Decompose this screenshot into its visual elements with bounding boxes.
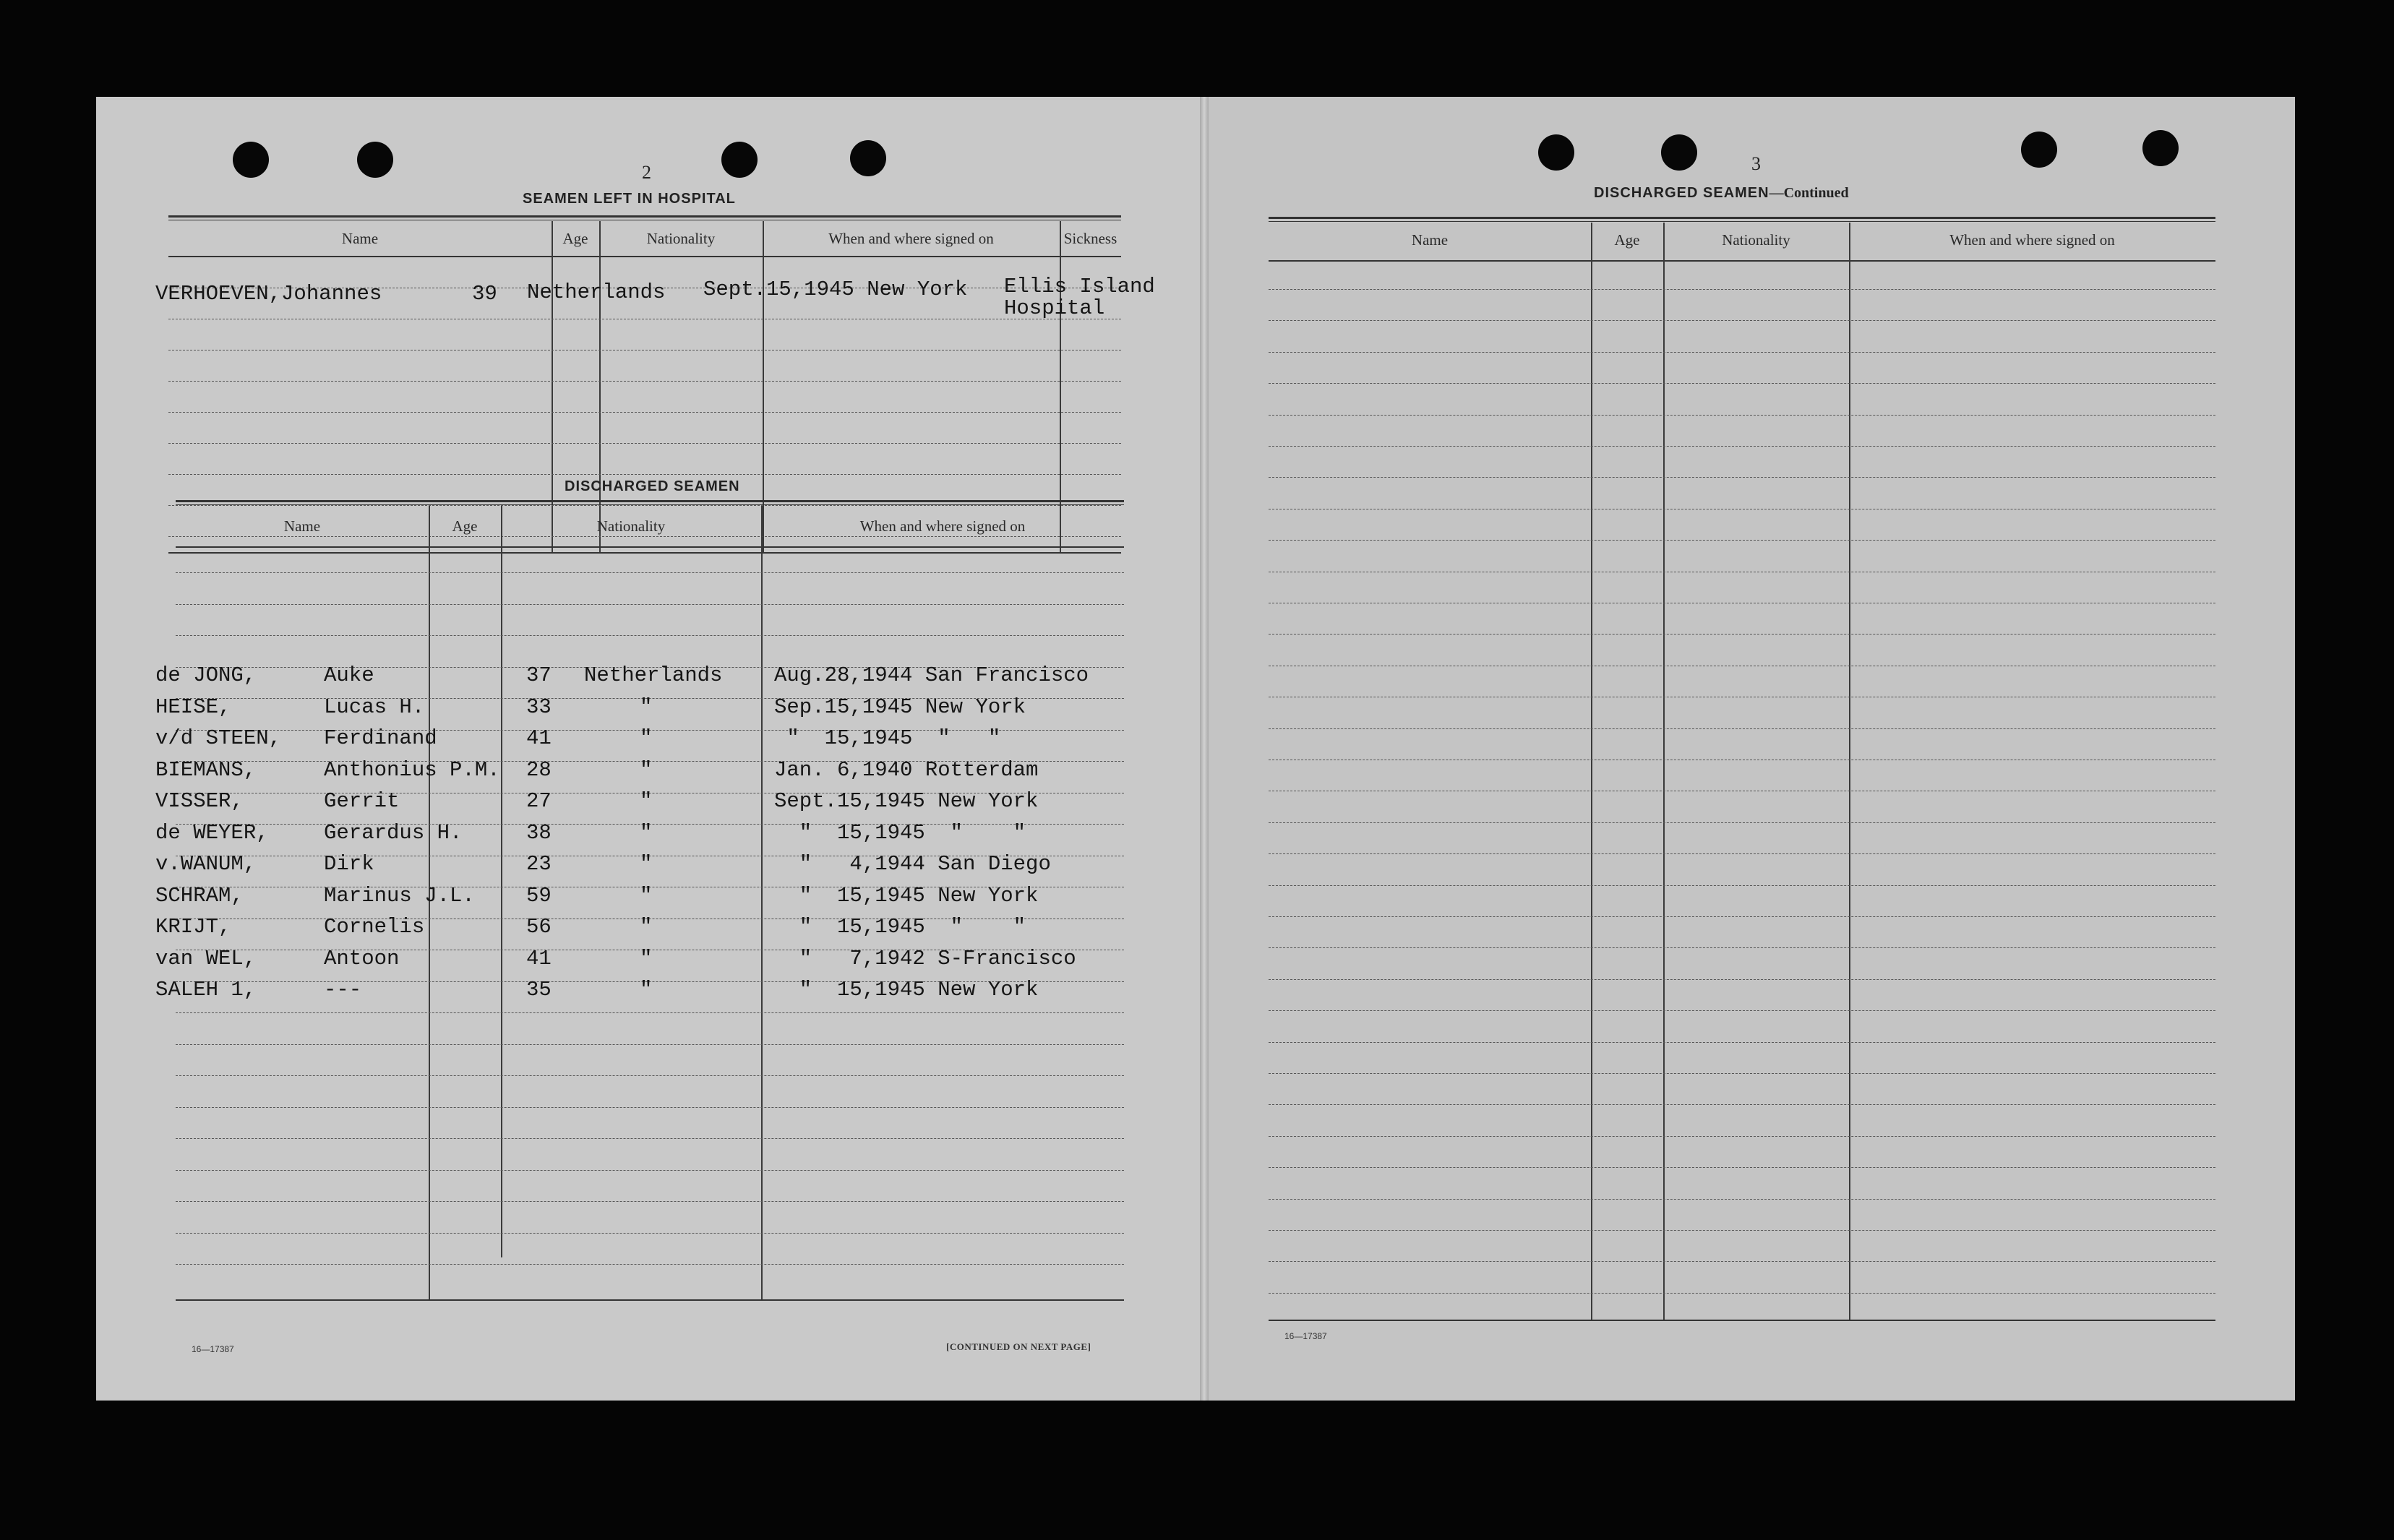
ruled-line [176,1075,1124,1076]
binder-hole [721,142,758,178]
continued-note: [CONTINUED ON NEXT PAGE] [946,1341,1091,1352]
col-header-nationality: Nationality [596,517,666,535]
col-header-signed-on: When and where signed on [1949,231,2115,249]
discharged-continued-table [1269,217,2215,1322]
ruled-line [1269,540,2215,541]
seaman-age: 28 [526,758,552,782]
seaman-signed-on: " 4,1944 San Diego [774,852,1051,876]
col-header-name: Name [341,230,379,247]
ruled-line [1269,885,2215,886]
ruled-line [176,1201,1124,1202]
seaman-signed-on: " 7,1942 S-Francisco [774,947,1076,971]
binder-hole [357,142,393,178]
seaman-age: 23 [526,852,552,876]
seaman-signed-on: Sep.15,1945 New York [774,695,1026,719]
seaman-signed-on: " 15,1945 " " [774,915,1026,939]
seaman-signed-on: Aug.28,1944 San Francisco [774,663,1089,687]
center-fold [1200,97,1209,1401]
seaman-given-name: Marinus J.L. [324,884,475,908]
seaman-surname: KRIJT, [155,915,231,939]
seaman-age: 27 [526,789,552,813]
ruled-line [1269,947,2215,948]
binder-hole [2021,132,2057,168]
col-header-nationality: Nationality [1722,231,1790,249]
seaman-age: 59 [526,884,552,908]
seaman-nationality: Netherlands [527,280,666,304]
ruled-line [168,474,1121,475]
seaman-nationality: " [640,789,653,813]
ruled-line [1269,289,2215,290]
seaman-sickness-line-1: Ellis Island [1004,275,1155,298]
hospital-section-title: SEAMEN LEFT IN HOSPITAL [523,191,736,207]
col-header-signed-on: When and where signed on [828,230,994,247]
page-number: 2 [642,162,651,183]
seaman-nationality: " [640,852,653,876]
ruled-line [1269,728,2215,729]
seaman-nationality: " [640,726,653,750]
ruled-line [1269,1230,2215,1231]
seaman-given-name: Lucas H. [324,695,425,719]
ruled-line [176,1233,1124,1234]
ruled-line [1269,1104,2215,1105]
ruled-line [176,635,1124,636]
ruled-line [176,1107,1124,1108]
ruled-line [1269,352,2215,353]
ruled-line [1269,1167,2215,1168]
ruled-line [176,1170,1124,1171]
seaman-signed-on: " 15,1945 New York [774,978,1039,1002]
ruled-line [1269,1073,2215,1074]
ruled-line [1269,1199,2215,1200]
seaman-surname: HEISE, [155,695,231,719]
seaman-given-name: Auke [324,663,374,687]
ruled-line [1269,383,2215,384]
ruled-line [1269,634,2215,635]
ruled-line [1269,446,2215,447]
seaman-surname: VISSER, [155,789,244,813]
binder-hole [850,140,886,176]
left-page [96,97,1204,1401]
page-number: 3 [1751,153,1761,174]
col-header-signed-on: When and where signed on [859,517,1026,535]
seaman-surname: BIEMANS, [155,758,257,782]
seaman-nationality: " [640,978,653,1002]
seaman-given-name: --- [324,978,362,1002]
title-main: DISCHARGED SEAMEN [1594,185,1769,201]
discharged-continued-title [1594,185,1849,202]
seaman-age: 33 [526,695,552,719]
seaman-given-name: Ferdinand [324,726,437,750]
col-header-name: Name [283,517,321,535]
seaman-given-name: Cornelis [324,915,425,939]
seaman-nationality: " [640,758,653,782]
ruled-line [176,1138,1124,1139]
seaman-age: 38 [526,821,552,845]
ruled-line [176,1044,1124,1045]
seaman-nationality: " [640,884,653,908]
seaman-given-name: Anthonius P.M. [324,758,500,782]
ruled-line [1269,477,2215,478]
binder-hole [1538,134,1574,171]
seaman-signed-on: " 15,1945 " " [774,726,1001,750]
ruled-line [168,412,1121,413]
binder-hole [2142,130,2179,166]
ruled-line [1269,1293,2215,1294]
seaman-surname: van WEL, [155,947,257,971]
seaman-surname: v/d STEEN, [155,726,282,750]
title-suffix: —Continued [1769,185,1849,201]
col-header-age: Age [1614,231,1640,249]
seaman-surname: de WEYER, [155,821,269,845]
binder-hole [233,142,269,178]
seaman-signed-on: " 15,1945 New York [774,884,1039,908]
right-page [1204,97,2295,1401]
col-header-name: Name [1411,231,1449,249]
ruled-line [176,1264,1124,1265]
ruled-line [168,381,1121,382]
seaman-surname: v.WANUM, [155,852,257,876]
seaman-signed-on: " 15,1945 " " [774,821,1026,845]
ruled-line [176,604,1124,605]
seaman-given-name: Dirk [324,852,374,876]
discharged-section-title: DISCHARGED SEAMEN [565,478,740,494]
ruled-line [1269,822,2215,823]
binder-hole [1661,134,1697,171]
ruled-line [176,572,1124,573]
ruled-line [168,443,1121,444]
seaman-given-name: Antoon [324,947,400,971]
ruled-line [1269,415,2215,416]
seaman-surname: SALEH 1, [155,978,257,1002]
seaman-sickness-line-2: Hospital [1004,296,1105,320]
ruled-line [1269,979,2215,980]
seaman-nationality: " [640,695,653,719]
seaman-nationality: Netherlands [584,663,723,687]
ruled-line [1269,320,2215,321]
seaman-signed-on: Sept.15,1945 New York [774,789,1039,813]
ruled-line [1269,1136,2215,1137]
col-header-nationality: Nationality [646,230,716,247]
seaman-surname: SCHRAM, [155,884,244,908]
form-code: 16—17387 [1284,1331,1327,1341]
seaman-age: 35 [526,978,552,1002]
ruled-line [1269,916,2215,917]
seaman-given-name: Gerrit [324,789,400,813]
seaman-age: 41 [526,947,552,971]
seaman-nationality: " [640,947,653,971]
form-code: 16—17387 [192,1344,234,1354]
seaman-nationality: " [640,821,653,845]
seaman-signed-on: Sept.15,1945 New York [703,278,968,301]
seaman-age: 39 [472,282,497,306]
ruled-line [1269,853,2215,854]
ruled-line [176,1012,1124,1013]
seaman-age: 56 [526,915,552,939]
seaman-age: 37 [526,663,552,687]
seaman-age: 41 [526,726,552,750]
col-header-age: Age [452,517,478,535]
seaman-name: VERHOEVEN,Johannes [155,282,382,306]
ruled-line [1269,1010,2215,1011]
col-header-sickness: Sickness [1063,230,1117,247]
seaman-nationality: " [640,915,653,939]
seaman-given-name: Gerardus H. [324,821,463,845]
seaman-surname: de JONG, [155,663,257,687]
col-header-age: Age [562,230,588,247]
ruled-line [1269,1042,2215,1043]
seaman-signed-on: Jan. 6,1940 Rotterdam [774,758,1039,782]
ruled-line [1269,1261,2215,1262]
